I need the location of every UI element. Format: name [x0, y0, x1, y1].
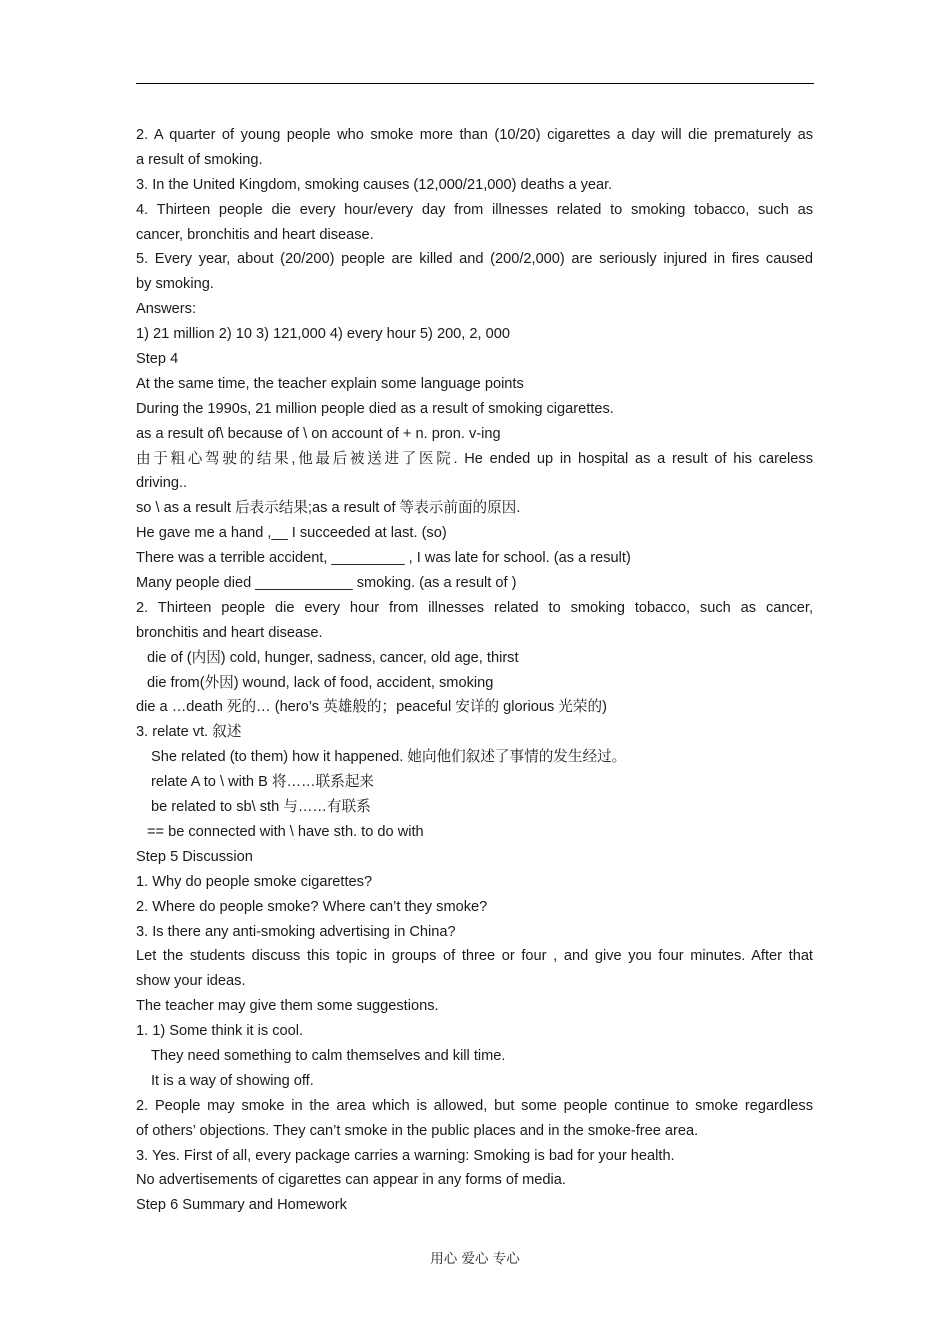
text-line: as a result of\ because of \ on account of + n. pron. v-ing	[136, 425, 501, 442]
text-line: relate A to \ with B 将……联系起来	[151, 774, 375, 791]
text-line: Step 4	[136, 351, 179, 368]
text-line: 2. Where do people smoke? Where can’t they smoke?	[136, 898, 488, 915]
page-footer: 用心 爱心 专心	[430, 1251, 520, 1267]
text-line: At the same time, the teacher explain some language points	[136, 375, 524, 392]
text-line: of others’ objections. They can’t smoke in the public places and in the smoke-free area.	[136, 1122, 699, 1139]
text-line: 2. A quarter of young people who smoke more than (10/20) cigarettes a day will die prematurely as	[136, 127, 813, 143]
text-line: 3. relate vt. 叙述	[136, 724, 242, 741]
text-line: 4. Thirteen people die every hour/every day from illnesses related to smoking tobacco, such as	[136, 201, 813, 218]
text-line: 由于粗心驾驶的结果,他最后被送进了医院. He ended up in hospital as a result of his careless	[136, 450, 813, 467]
text-line: be related to sb\ sth 与……有联系	[151, 799, 371, 816]
text-line: No advertisements of cigarettes can appear in any forms of media.	[136, 1172, 566, 1189]
text-line: 2. Thirteen people die every hour from illnesses related to smoking tobacco, such as cancer,	[136, 599, 813, 616]
header-rule	[136, 83, 814, 84]
text-line: During the 1990s, 21 million people died as a result of smoking cigarettes.	[136, 400, 614, 417]
text-line: die of (内因) cold, hunger, sadness, cancer, old age, thirst	[147, 649, 519, 666]
text-line: Step 6 Summary and Homework	[136, 1197, 347, 1214]
text-line: 1. Why do people smoke cigarettes?	[136, 873, 373, 890]
text-line: == be connected with \ have sth. to do with	[147, 823, 424, 840]
text-line: driving..	[136, 475, 188, 492]
text-line: The teacher may give them some suggestions.	[136, 998, 439, 1015]
text-line: 1. 1) Some think it is cool.	[136, 1023, 304, 1040]
text-line: die from(外因) wound, lack of food, accident, smoking	[147, 674, 494, 691]
document-body	[136, 123, 813, 1218]
text-line: Step 5 Discussion	[136, 848, 253, 865]
text-line: Many people died ____________ smoking. (as a result of )	[136, 575, 517, 592]
text-line: It is a way of showing off.	[151, 1072, 314, 1089]
text-line: They need something to calm themselves and kill time.	[151, 1047, 506, 1064]
text-line: 5. Every year, about (20/200) people are killed and (200/2,000) are seriously injured in fires caused	[136, 251, 813, 268]
text-line: She related (to them) how it happened. 她向他们叙述了事情的发生经过。	[151, 749, 627, 766]
text-line: cancer, bronchitis and heart disease.	[136, 226, 374, 243]
text-line: Let the students discuss this topic in groups of three or four , and give you four minutes. After that	[136, 948, 813, 965]
text-line: He gave me a hand ,__ I succeeded at last. (so)	[136, 525, 447, 542]
text-line: 2. People may smoke in the area which is allowed, but some people continue to smoke regardless	[136, 1097, 813, 1114]
text-line: There was a terrible accident, _________ , I was late for school. (as a result)	[136, 550, 631, 567]
text-line: show your ideas.	[136, 973, 246, 990]
text-line: bronchitis and heart disease.	[136, 624, 323, 641]
text-line: by smoking.	[136, 276, 214, 293]
text-line: 3. Yes. First of all, every package carries a warning: Smoking is bad for your health.	[136, 1147, 675, 1164]
text-line: so \ as a result 后表示结果;as a result of 等表示前面的原因.	[136, 500, 521, 517]
text-line: 3. Is there any anti-smoking advertising in China?	[136, 923, 456, 940]
text-line: die a …death 死的… (hero’s 英雄般的；peaceful 安详的 glorious 光荣的)	[136, 699, 607, 716]
text-line: Answers:	[136, 301, 197, 318]
text-line: a result of smoking.	[136, 151, 263, 168]
text-line: 1) 21 million 2) 10 3) 121,000 4) every hour 5) 200, 2, 000	[136, 326, 510, 343]
text-line: 3. In the United Kingdom, smoking causes (12,000/21,000) deaths a year.	[136, 176, 613, 193]
